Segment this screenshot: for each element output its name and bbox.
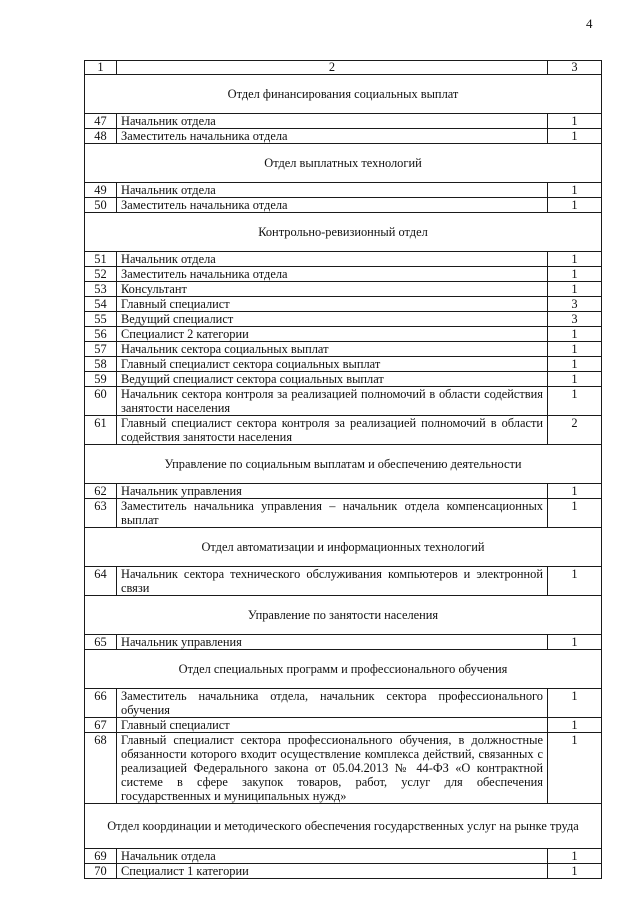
- row-number: 57: [85, 342, 117, 357]
- position-quantity: 1: [548, 129, 602, 144]
- section-row: [85, 445, 602, 484]
- header-col-position: 2: [117, 61, 548, 75]
- row-number: 47: [85, 114, 117, 129]
- position-quantity: 1: [548, 733, 602, 804]
- position-quantity: 1: [548, 718, 602, 733]
- row-number: 59: [85, 372, 117, 387]
- position-quantity: 1: [548, 357, 602, 372]
- position-title: Начальник отдела: [117, 252, 548, 267]
- table-row: [85, 416, 602, 445]
- position-quantity: 1: [548, 327, 602, 342]
- position-title: Главный специалист сектора контроля за реализацией полномочий в области содействия занятости населения: [117, 416, 548, 445]
- row-number: 50: [85, 198, 117, 213]
- table-row: [85, 567, 602, 596]
- table-row: [85, 312, 602, 327]
- position-quantity: 1: [548, 114, 602, 129]
- position-quantity: 1: [548, 198, 602, 213]
- table-row: [85, 267, 602, 282]
- page-number: 4: [586, 16, 593, 31]
- row-number: 53: [85, 282, 117, 297]
- table-row: [85, 387, 602, 416]
- position-quantity: 1: [548, 342, 602, 357]
- table-row: [85, 282, 602, 297]
- table-row: [85, 198, 602, 213]
- position-quantity: 1: [548, 567, 602, 596]
- section-title: Отдел автоматизации и информационных технологий: [85, 528, 602, 567]
- position-title: Начальник сектора технического обслуживания компьютеров и электронной связи: [117, 567, 548, 596]
- position-title: Главный специалист: [117, 297, 548, 312]
- table-row: [85, 689, 602, 718]
- position-quantity: 1: [548, 387, 602, 416]
- section-title: Управление по социальным выплатам и обеспечению деятельности: [85, 445, 602, 484]
- position-title: Начальник сектора контроля за реализацией полномочий в области содействия занятости населения: [117, 387, 548, 416]
- row-number: 65: [85, 635, 117, 650]
- table-row: [85, 129, 602, 144]
- row-number: 60: [85, 387, 117, 416]
- row-number: 51: [85, 252, 117, 267]
- position-title: Начальник отдела: [117, 114, 548, 129]
- position-title: Заместитель начальника управления – начальник отдела компенсационных выплат: [117, 499, 548, 528]
- staff-table-body: [85, 61, 602, 879]
- header-col-number: 1: [85, 61, 117, 75]
- position-title: Заместитель начальника отдела, начальник сектора профессионального обучения: [117, 689, 548, 718]
- position-title: Консультант: [117, 282, 548, 297]
- position-quantity: 2: [548, 416, 602, 445]
- position-quantity: 1: [548, 864, 602, 879]
- position-quantity: 3: [548, 312, 602, 327]
- row-number: 56: [85, 327, 117, 342]
- position-title: Заместитель начальника отдела: [117, 198, 548, 213]
- table-row: [85, 718, 602, 733]
- section-row: [85, 144, 602, 183]
- position-title: Главный специалист сектора социальных выплат: [117, 357, 548, 372]
- table-row: [85, 484, 602, 499]
- position-quantity: 1: [548, 183, 602, 198]
- table-row: [85, 357, 602, 372]
- position-title: Ведущий специалист сектора социальных выплат: [117, 372, 548, 387]
- table-row: [85, 849, 602, 864]
- staff-table: [84, 60, 602, 879]
- position-quantity: 1: [548, 252, 602, 267]
- section-row: [85, 650, 602, 689]
- position-title: Начальник отдела: [117, 183, 548, 198]
- table-row: [85, 342, 602, 357]
- row-number: 69: [85, 849, 117, 864]
- row-number: 54: [85, 297, 117, 312]
- section-title: Отдел специальных программ и профессионального обучения: [85, 650, 602, 689]
- table-row: [85, 114, 602, 129]
- position-quantity: 1: [548, 499, 602, 528]
- row-number: 52: [85, 267, 117, 282]
- table-row: [85, 297, 602, 312]
- table-row: [85, 499, 602, 528]
- position-quantity: 1: [548, 372, 602, 387]
- position-title: Специалист 1 категории: [117, 864, 548, 879]
- position-quantity: 1: [548, 689, 602, 718]
- position-quantity: 1: [548, 282, 602, 297]
- position-quantity: 1: [548, 267, 602, 282]
- position-quantity: 1: [548, 484, 602, 499]
- position-title: Главный специалист сектора профессионального обучения, в должностные обязанности которого входит осуществление комплекса действий, связанных с реализацией Федерального закона от 05.04.2013 № 44-ФЗ «О контрактной системе в сфере закупок товаров, работ, услуг для обеспечения государственных и муниципальных нужд»: [117, 733, 548, 804]
- section-title: Отдел координации и методического обеспечения государственных услуг на рынке труда: [85, 804, 602, 849]
- table-row: [85, 372, 602, 387]
- section-row: [85, 528, 602, 567]
- row-number: 68: [85, 733, 117, 804]
- position-quantity: 1: [548, 635, 602, 650]
- section-row: [85, 75, 602, 114]
- position-quantity: 3: [548, 297, 602, 312]
- row-number: 61: [85, 416, 117, 445]
- section-title: Отдел финансирования социальных выплат: [85, 75, 602, 114]
- row-number: 58: [85, 357, 117, 372]
- row-number: 48: [85, 129, 117, 144]
- row-number: 67: [85, 718, 117, 733]
- row-number: 55: [85, 312, 117, 327]
- position-title: Начальник управления: [117, 484, 548, 499]
- position-title: Начальник управления: [117, 635, 548, 650]
- section-title: Контрольно-ревизионный отдел: [85, 213, 602, 252]
- table-row: [85, 635, 602, 650]
- position-title: Ведущий специалист: [117, 312, 548, 327]
- row-number: 66: [85, 689, 117, 718]
- position-title: Заместитель начальника отдела: [117, 129, 548, 144]
- section-title: Управление по занятости населения: [85, 596, 602, 635]
- position-title: Начальник отдела: [117, 849, 548, 864]
- section-row: [85, 213, 602, 252]
- header-col-quantity: 3: [548, 61, 602, 75]
- position-title: Заместитель начальника отдела: [117, 267, 548, 282]
- row-number: 62: [85, 484, 117, 499]
- table-row: [85, 183, 602, 198]
- position-quantity: 1: [548, 849, 602, 864]
- row-number: 63: [85, 499, 117, 528]
- position-title: Начальник сектора социальных выплат: [117, 342, 548, 357]
- header-row: [85, 61, 602, 75]
- position-title: Главный специалист: [117, 718, 548, 733]
- table-row: [85, 327, 602, 342]
- row-number: 70: [85, 864, 117, 879]
- row-number: 64: [85, 567, 117, 596]
- table-row: [85, 864, 602, 879]
- position-title: Специалист 2 категории: [117, 327, 548, 342]
- section-row: [85, 596, 602, 635]
- table-row: [85, 733, 602, 804]
- row-number: 49: [85, 183, 117, 198]
- section-row: [85, 804, 602, 849]
- table-row: [85, 252, 602, 267]
- section-title: Отдел выплатных технологий: [85, 144, 602, 183]
